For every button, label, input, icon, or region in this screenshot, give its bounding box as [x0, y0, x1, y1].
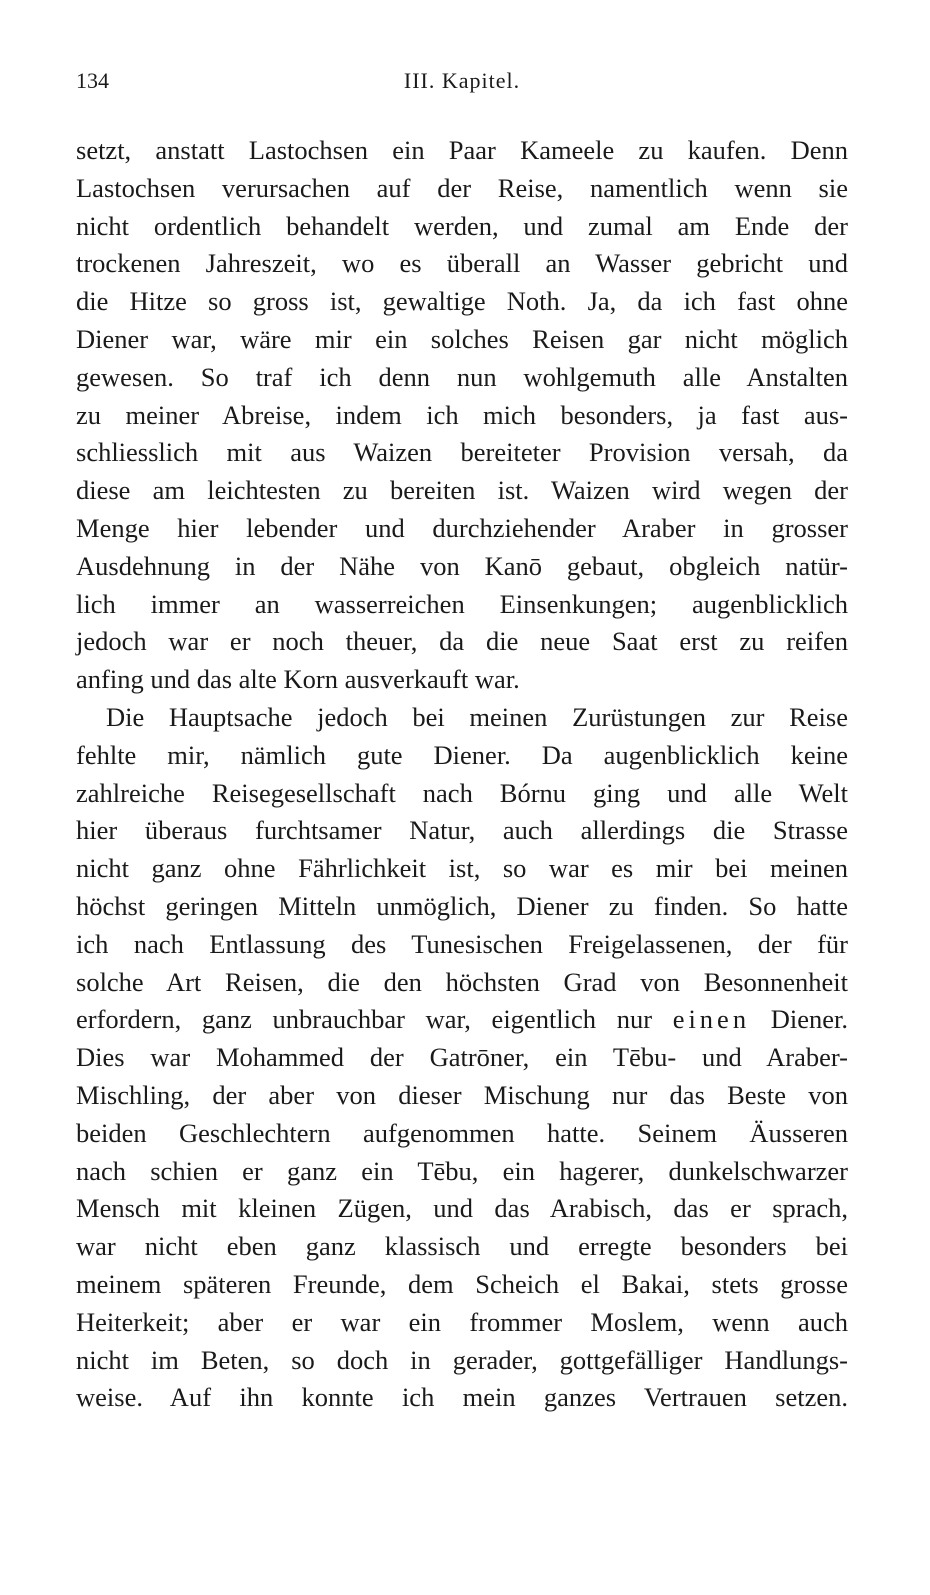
paragraph-2 [76, 699, 848, 1417]
text-line: hier überaus furchtsamer Natur, auch allerdings die Strasse [76, 815, 848, 846]
text-line: Diener war, wäre mir ein solches Reisen gar nicht möglich [76, 323, 848, 354]
text-line: trockenen Jahreszeit, wo es überall an Wasser gebricht und [76, 248, 848, 279]
book-page [76, 68, 848, 1417]
text-line: diese am leichtesten zu bereiten ist. Waizen wird wegen der [76, 475, 848, 506]
body-text [76, 132, 848, 1417]
text-line: war nicht eben ganz klassisch und erregte besonders bei [76, 1231, 848, 1262]
text-line: zahlreiche Reisegesellschaft nach Bórnu ging und alle Welt [76, 777, 848, 808]
text-line: meinem späteren Freunde, dem Scheich el Bakai, stets grosse [76, 1268, 848, 1299]
text-line-with-emphasis [76, 1001, 848, 1039]
page-number: 134 [76, 68, 109, 93]
text-line: zu meiner Abreise, indem ich mich besonders, ja fast aus- [76, 399, 848, 430]
spaced-emphasis: einen [672, 1004, 751, 1035]
text-line: Mensch mit kleinen Zügen, und das Arabisch, das er sprach, [76, 1193, 848, 1224]
text-line: Lastochsen verursachen auf der Reise, namentlich wenn sie [76, 172, 848, 203]
text-line: anfing und das alte Korn ausverkauft war. [76, 664, 520, 695]
chapter-title: III. Kapitel. [403, 68, 521, 93]
text-line: nach schien er ganz ein Tēbu, ein hagerer, dunkelschwarzer [76, 1155, 848, 1186]
emphasis-before: erfordern, ganz unbrauchbar war, eigentlich nur [76, 1004, 673, 1035]
text-line: schliesslich mit aus Waizen bereiteter Provision versah, da [76, 437, 848, 468]
text-line: beiden Geschlechtern aufgenommen hatte. Seinem Äusseren [76, 1117, 848, 1148]
text-line: nicht ganz ohne Fährlichkeit ist, so war es mir bei meinen [76, 853, 848, 884]
text-line: Ausdehnung in der Nähe von Kanō gebaut, obgleich natür- [76, 550, 848, 581]
text-line: jedoch war er noch theuer, da die neue Saat erst zu reifen [76, 626, 848, 657]
text-line: Die Hauptsache jedoch bei meinen Zurüstungen zur Reise [106, 701, 848, 732]
text-line: höchst geringen Mitteln unmöglich, Diener zu finden. So hatte [76, 890, 848, 921]
text-line: ich nach Entlassung des Tunesischen Freigelassenen, der für [76, 928, 848, 959]
text-line: lich immer an wasserreichen Einsenkungen; augenblicklich [76, 588, 848, 619]
running-head [76, 68, 848, 104]
text-line: Mischling, der aber von dieser Mischung nur das Beste von [76, 1079, 848, 1110]
text-line: fehlte mir, nämlich gute Diener. Da augenblicklich keine [76, 739, 848, 770]
text-line: Dies war Mohammed der Gatrōner, ein Tēbu- und Araber- [76, 1042, 848, 1073]
text-line: Heiterkeit; aber er war ein frommer Moslem, wenn auch [76, 1306, 848, 1337]
text-line: gewesen. So traf ich denn nun wohlgemuth alle Anstalten [76, 361, 848, 392]
text-line: nicht ordentlich behandelt werden, und zumal am Ende der [76, 210, 848, 241]
text-line: setzt, anstatt Lastochsen ein Paar Kameele zu kaufen. Denn [76, 135, 848, 165]
emphasis-after: Diener. [750, 1004, 848, 1035]
text-line: weise. Auf ihn konnte ich mein ganzes Vertrauen setzen. [76, 1382, 848, 1413]
paragraph-1 [76, 132, 848, 699]
text-line: solche Art Reisen, die den höchsten Grad von Besonnenheit [76, 966, 848, 997]
text-line: die Hitze so gross ist, gewaltige Noth. Ja, da ich fast ohne [76, 286, 848, 317]
text-line: nicht im Beten, so doch in gerader, gottgefälliger Handlungs- [76, 1344, 848, 1375]
text-line: Menge hier lebender und durchziehender Araber in grosser [76, 512, 848, 543]
